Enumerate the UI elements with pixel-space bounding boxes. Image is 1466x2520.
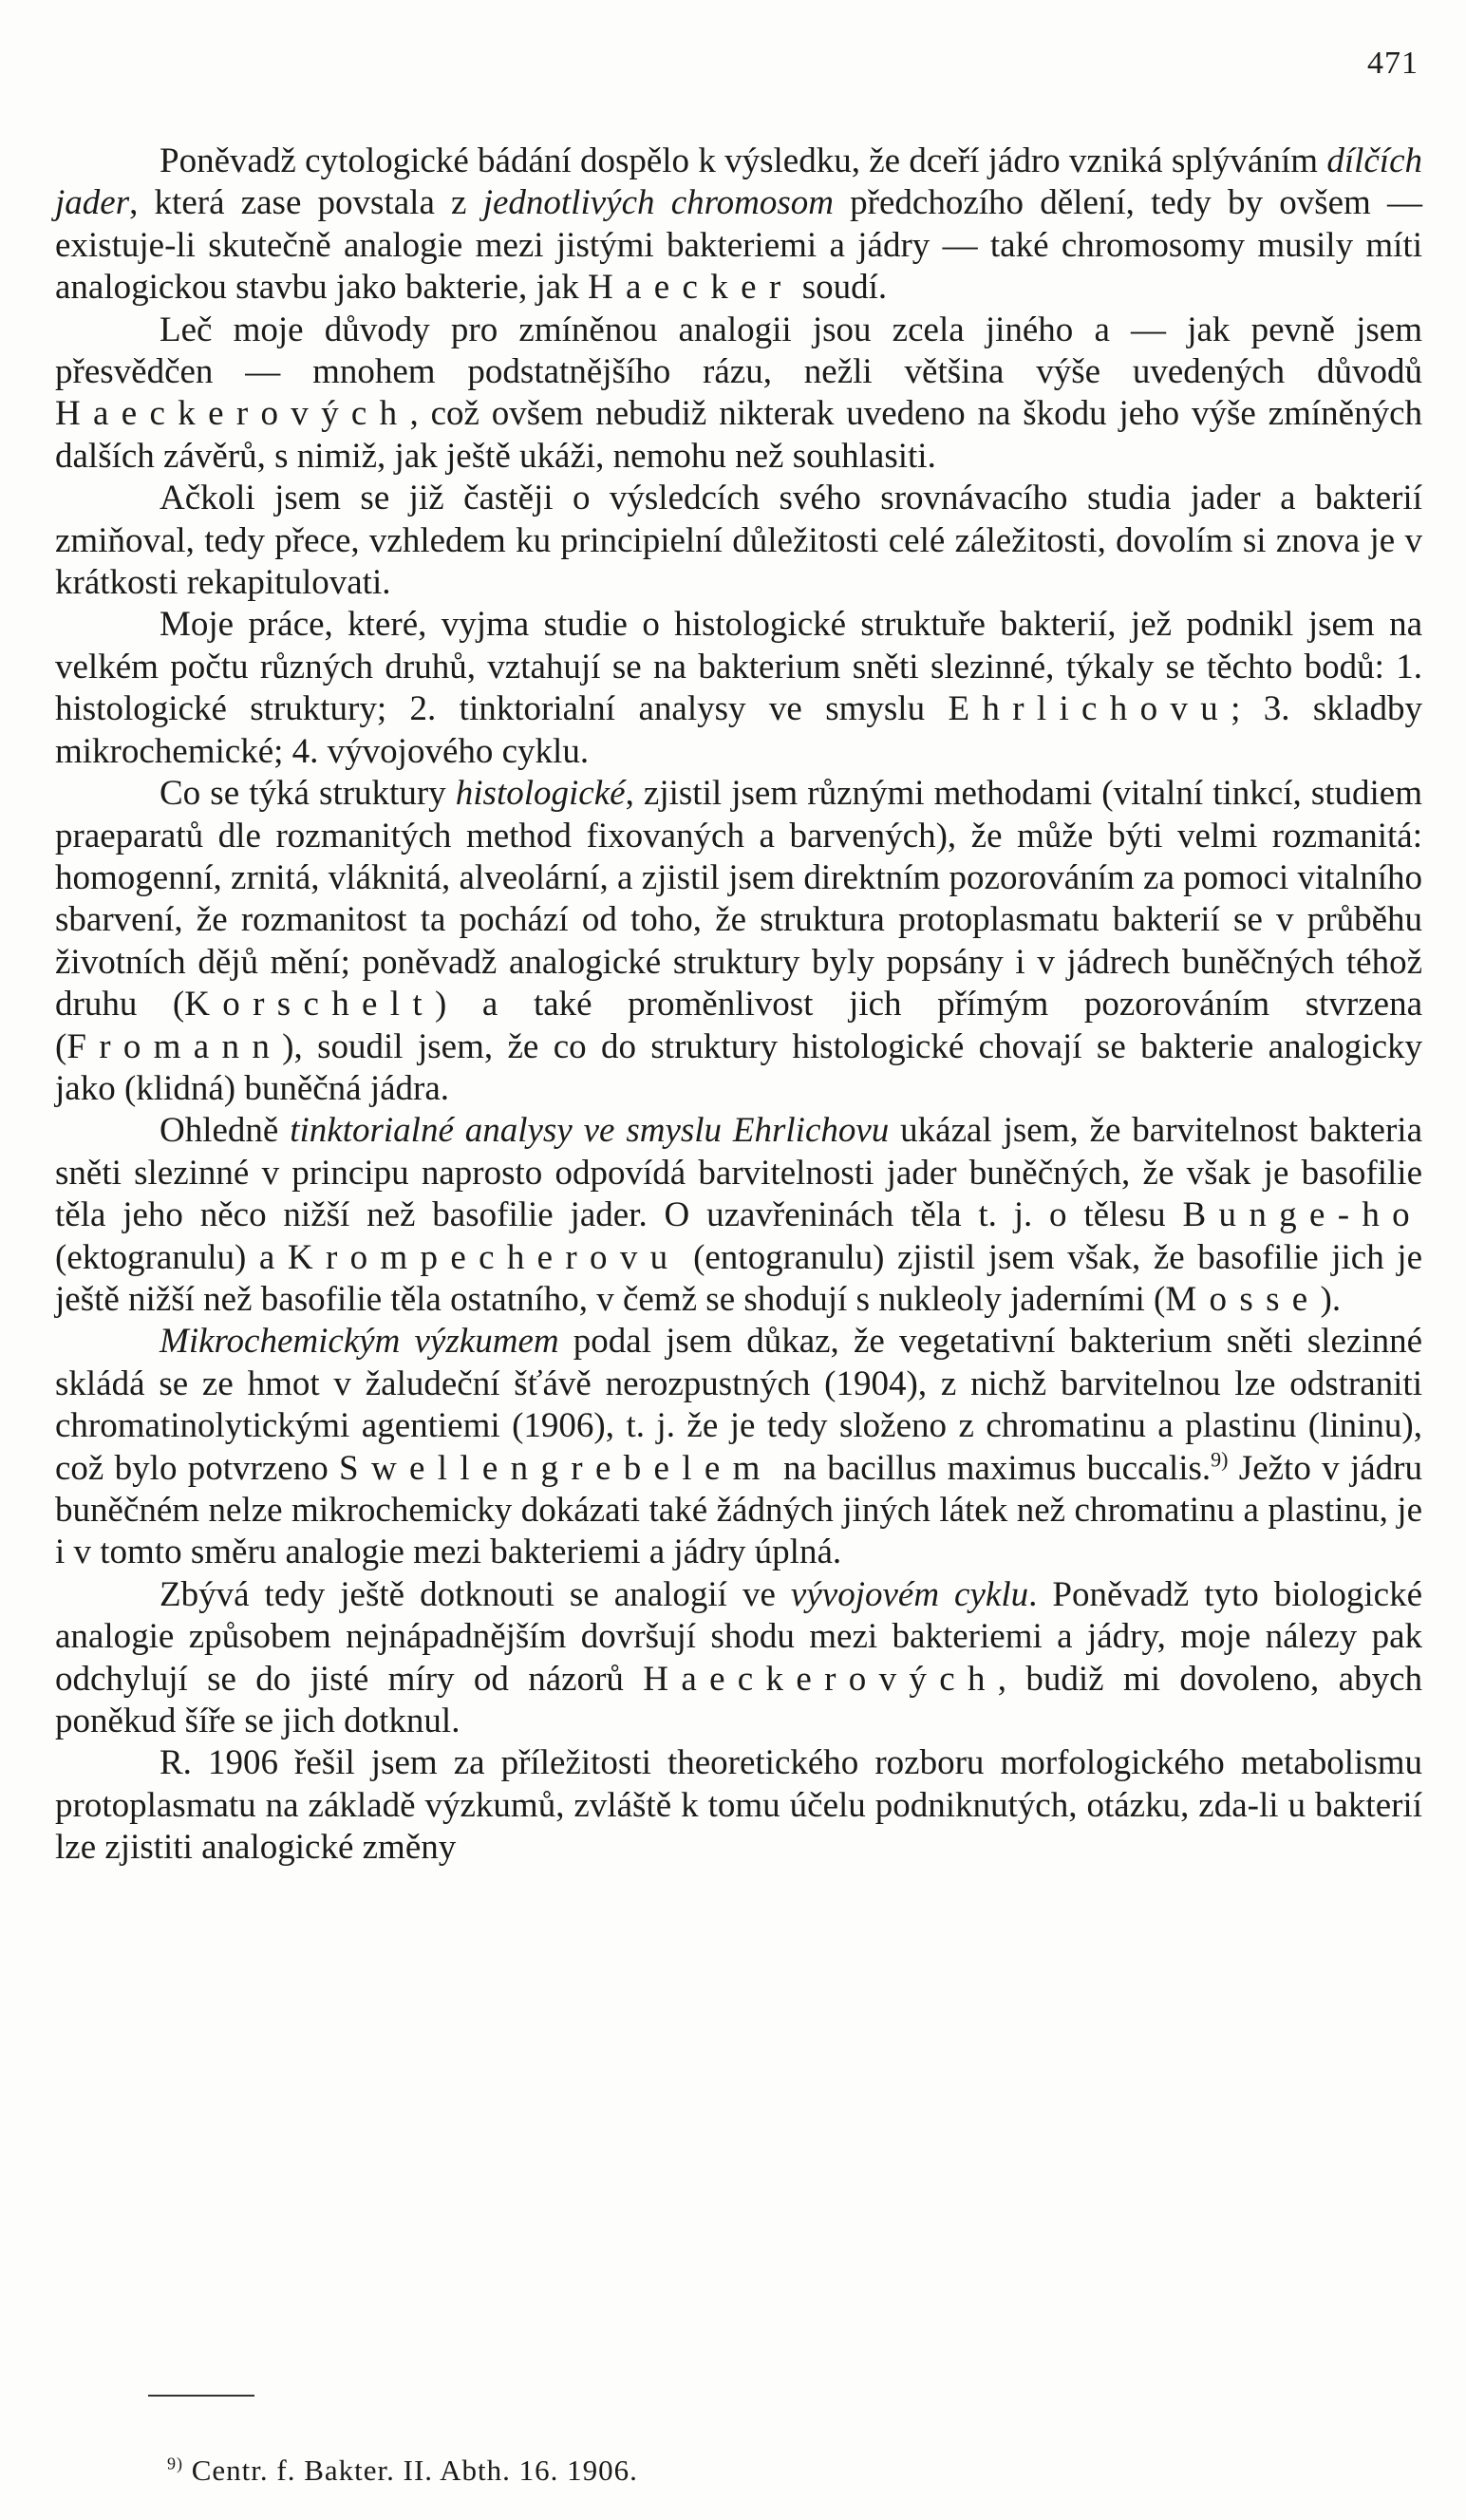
spaced-name: Fromann [66, 1026, 283, 1066]
spaced-name: Haeckerových [643, 1659, 998, 1699]
paragraph [55, 141, 1422, 310]
text-run: Zbývá tedy ještě dotknouti se analogií ve [160, 1574, 791, 1614]
paragraph [55, 604, 1422, 773]
text-run: Ježto v jádru buněčném nelze mikrochemicky dokázati také žádných jiných látek než chromatinu a plastinu, je i v tomto směru analogie mezi bakteriemi a jádry úplná. [55, 1448, 1422, 1572]
spaced-name: Ehrlichovu [948, 689, 1231, 729]
paragraph [55, 773, 1422, 1110]
paragraph [55, 1321, 1422, 1573]
text-run: , budiž mi dovoleno, abych poněkud šíře se jich dotknul. [55, 1659, 1423, 1741]
text-run: (ektogranulu) a [55, 1237, 288, 1277]
text-run: ukázal jsem, že barvitelnost bakteria sněti slezinné v principu naprosto odpovídá barvitelnosti jader buněčných, že však je basofilie těla jeho něco nižší než basofilie jader. O uzavřeninách těla t. j. o tělesu [55, 1111, 1422, 1235]
text-run: . Poněvadž tyto biologické analogie způsobem nejnápadnějším dovršují shodu mezi bakteriemi a jádry, moje nálezy pak odchylují se do jisté míry od názorů [55, 1574, 1422, 1699]
text-run: (entogranulu) zjistil jsem však, že basofilie jich je ještě nižší než basofilie těla ostatního, v čemž se shodují s nukleoly jaderními ( [55, 1237, 1422, 1319]
text-run: na bacillus maximus buccalis. [772, 1448, 1212, 1488]
spaced-name: Haeckerových [55, 394, 410, 434]
text-run: Ačkoli jsem se již častěji o výsledcích svého srovnávacího studia jader a bakterií zmiňoval, tedy přece, vzhledem ku principielní důležitosti celé záležitosti, dovolím si znova je v krátkosti rekapitulovati. [55, 479, 1422, 603]
text-run: Co se týká struktury [160, 774, 456, 814]
paragraph [55, 1574, 1422, 1743]
footnote-divider [148, 2395, 254, 2397]
italic-term: histologické [455, 774, 626, 814]
text-run: podal jsem důkaz, že vegetativní bakterium sněti slezinné skládá se ze hmot v žaludeční šťávě nerozpustných (1904), z nichž barvitelnou lze odstraniti chromatinolytickými agentiemi (1906), t. j. že je tedy složeno z chromatinu a plastinu (lininu), což bylo potvrzeno [55, 1322, 1422, 1488]
spaced-name: Haecker [587, 268, 794, 308]
spaced-name: Swellengrebelem [339, 1448, 773, 1488]
paragraph [55, 310, 1422, 479]
text-run: ). [1320, 1279, 1342, 1319]
italic-term: Mikrochemickým výzkumem [160, 1322, 559, 1362]
text-run: ) a také proměnlivost jich přímým pozorováním stvrzena ( [55, 985, 1422, 1066]
spaced-name: Mosse [1165, 1279, 1321, 1319]
text-run: Moje práce, které, vyjma studie o histologické struktuře bakterií, jež podnikl jsem na velkém počtu různých druhů, vztahují se na bakterium sněti slezinné, týkaly se těchto bodů: 1. histologické struktury; 2. tinktorialní analysy ve smyslu [55, 605, 1422, 729]
text-run: Leč moje důvody pro zmíněnou analogii jsou zcela jiného a — jak pevně jsem přesvědčen — mnohem podstatnějšího rázu, nežli většina výše uvedených důvodů [55, 310, 1422, 392]
paragraph [55, 1742, 1422, 1869]
paragraph [55, 478, 1422, 604]
footnote-mark: 9) [167, 2454, 183, 2473]
text-run: R. 1906 řešil jsem za příležitosti theoretického rozboru morfologického metabolismu protoplasmatu na základě výzkumů, zvláště k tomu účelu podniknutých, otázku, zda-li u bakterií lze zjistiti analogické změny [55, 1743, 1422, 1868]
italic-term: vývojovém cyklu [790, 1574, 1029, 1614]
footnote-ref: 9) [1211, 1447, 1229, 1472]
text-run: Ohledně [160, 1111, 291, 1151]
body-text [55, 141, 1422, 1870]
spaced-name: Korschelt [184, 985, 435, 1025]
spaced-name: Krompecherovu [287, 1237, 681, 1277]
italic-term: jednotlivých chromosom [482, 183, 834, 223]
spaced-name: Bunge-ho [1182, 1195, 1422, 1235]
page-number: 471 [1367, 46, 1419, 81]
text-run: ; 3. skladby mikrochemické; 4. vývojového cyklu. [55, 689, 1422, 771]
text-run: , zjistil jsem různými methodami (vitalní tinkcí, studiem praeparatů dle rozmanitých method fixovaných a barvených), že může býti velmi rozmanitá: homogenní, zrnitá, vláknitá, alveolární, a zjistil jsem direktním pozorováním za pomoci vitalního sbarvení, že rozmanitost ta pochází od toho, že struktura protoplasmatu bakterií se v průběhu životních dějů mění; poněvadž analogické struktury byly popsány i v jádrech buněčných téhož druhu ( [55, 774, 1423, 1025]
text-run: ), soudil jsem, že co do struktury histologické chovají se bakterie analogicky jako (klidná) buněčná jádra. [55, 1026, 1422, 1108]
footnote-text: Centr. f. Bakter. II. Abth. 16. 1906. [191, 2454, 638, 2487]
text-run: soudí. [793, 268, 888, 308]
footnote [167, 2454, 638, 2488]
paragraph [55, 1110, 1422, 1321]
text-run: Poněvadž cytologické bádání dospělo k výsledku, že dceří jádro vzniká splýváním [160, 141, 1327, 180]
text-run: předchozího dělení, tedy by ovšem — existuje-li skutečně analogie mezi jistými bakteriemi a jádry — také chromosomy musily míti analogickou stavbu jako bakterie, jak [55, 183, 1422, 308]
italic-term: dílčích jader [55, 141, 1422, 223]
italic-term: tinktorialné analysy ve smyslu Ehrlichovu [290, 1111, 890, 1151]
text-run: , což ovšem nebudiž nikterak uvedeno na škodu jeho výše zmíněných dalších závěrů, s nimiž, jak ještě ukáži, nemohu než souhlasiti. [55, 394, 1422, 476]
text-run: , která zase povstala z [129, 183, 483, 223]
